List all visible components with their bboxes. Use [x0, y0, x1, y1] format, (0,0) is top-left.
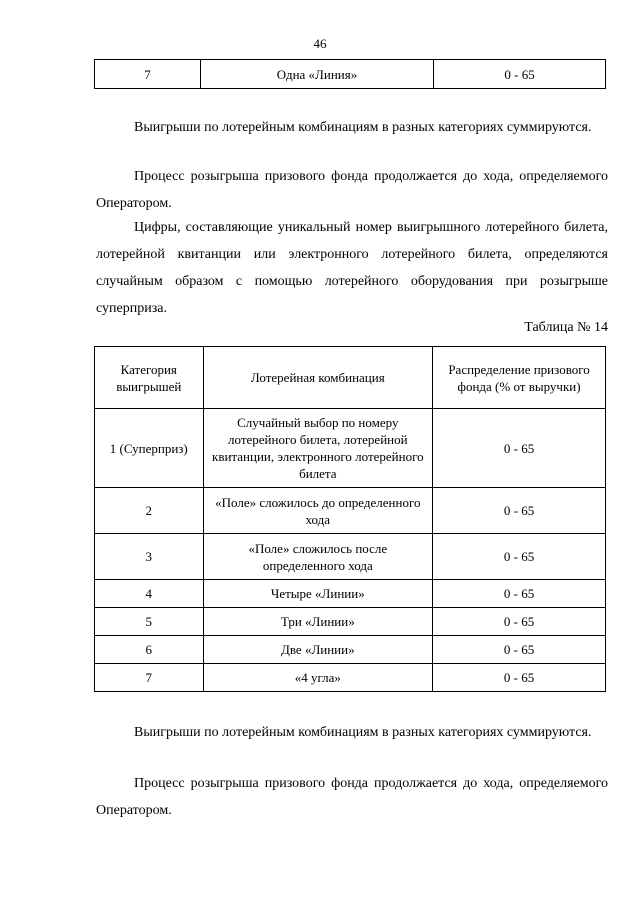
- cell-combination: Три «Линии»: [203, 608, 433, 636]
- prize-distribution-table: [94, 346, 606, 692]
- paragraph-ticket-number: Цифры, составляющие уникальный номер выигрышного лотерейного билета, лотерейной квитанции или электронного лотерейного билета, определяются случайным образом с помощью лотерейного оборудования при розыгрыше суперприза.: [96, 220, 608, 316]
- cell-category: 5: [95, 608, 204, 636]
- header-combination: Лотерейная комбинация: [203, 347, 433, 409]
- cell-distribution: 0 - 65: [433, 664, 606, 692]
- page-number: 46: [313, 36, 327, 51]
- cell-category: 2: [95, 488, 204, 534]
- cell-category: 4: [95, 580, 204, 608]
- continuation-table: [94, 59, 606, 89]
- table-cell-combination: Одна «Линия»: [200, 60, 433, 89]
- table-caption: Таблица № 14: [524, 320, 608, 335]
- paragraph-winnings-sum-2: Выигрыши по лотерейным комбинациям в разных категориях суммируются.: [134, 725, 592, 740]
- cell-combination: Четыре «Линии»: [203, 580, 433, 608]
- cell-distribution: 0 - 65: [433, 636, 606, 664]
- cell-category: 3: [95, 534, 204, 580]
- header-category: Категория выигрышей: [95, 347, 204, 409]
- cell-combination: Две «Линии»: [203, 636, 433, 664]
- cell-distribution: 0 - 65: [433, 608, 606, 636]
- cell-category: 1 (Суперприз): [95, 409, 204, 488]
- cell-category: 7: [95, 664, 204, 692]
- header-distribution: Распределение призового фонда (% от выручки): [433, 347, 606, 409]
- cell-combination: Случайный выбор по номеру лотерейного билета, лотерейной квитанции, электронного лотерейного билета: [203, 409, 433, 488]
- table-cell-category: 7: [95, 60, 201, 89]
- cell-distribution: 0 - 65: [433, 488, 606, 534]
- table-row: [95, 534, 606, 580]
- cell-distribution: 0 - 65: [433, 409, 606, 488]
- cell-combination: «Поле» сложилось до определенного хода: [203, 488, 433, 534]
- cell-distribution: 0 - 65: [433, 580, 606, 608]
- paragraph-draw-process: Процесс розыгрыша призового фонда продолжается до хода, определяемого Оператором.: [96, 169, 608, 211]
- table-header-row: [95, 347, 606, 409]
- cell-category: 6: [95, 636, 204, 664]
- paragraph-draw-process-2: Процесс розыгрыша призового фонда продолжается до хода, определяемого Оператором.: [96, 776, 608, 818]
- table-row: [95, 608, 606, 636]
- table-row: [95, 664, 606, 692]
- table-row: [95, 580, 606, 608]
- cell-combination: «4 угла»: [203, 664, 433, 692]
- table-row: [95, 488, 606, 534]
- table-row: [95, 409, 606, 488]
- cell-combination: «Поле» сложилось после определенного хода: [203, 534, 433, 580]
- cell-distribution: 0 - 65: [433, 534, 606, 580]
- paragraph-winnings-sum: Выигрыши по лотерейным комбинациям в разных категориях суммируются.: [134, 120, 592, 135]
- table-row: [95, 636, 606, 664]
- table-row: [95, 60, 606, 89]
- table-cell-distribution: 0 - 65: [434, 60, 606, 89]
